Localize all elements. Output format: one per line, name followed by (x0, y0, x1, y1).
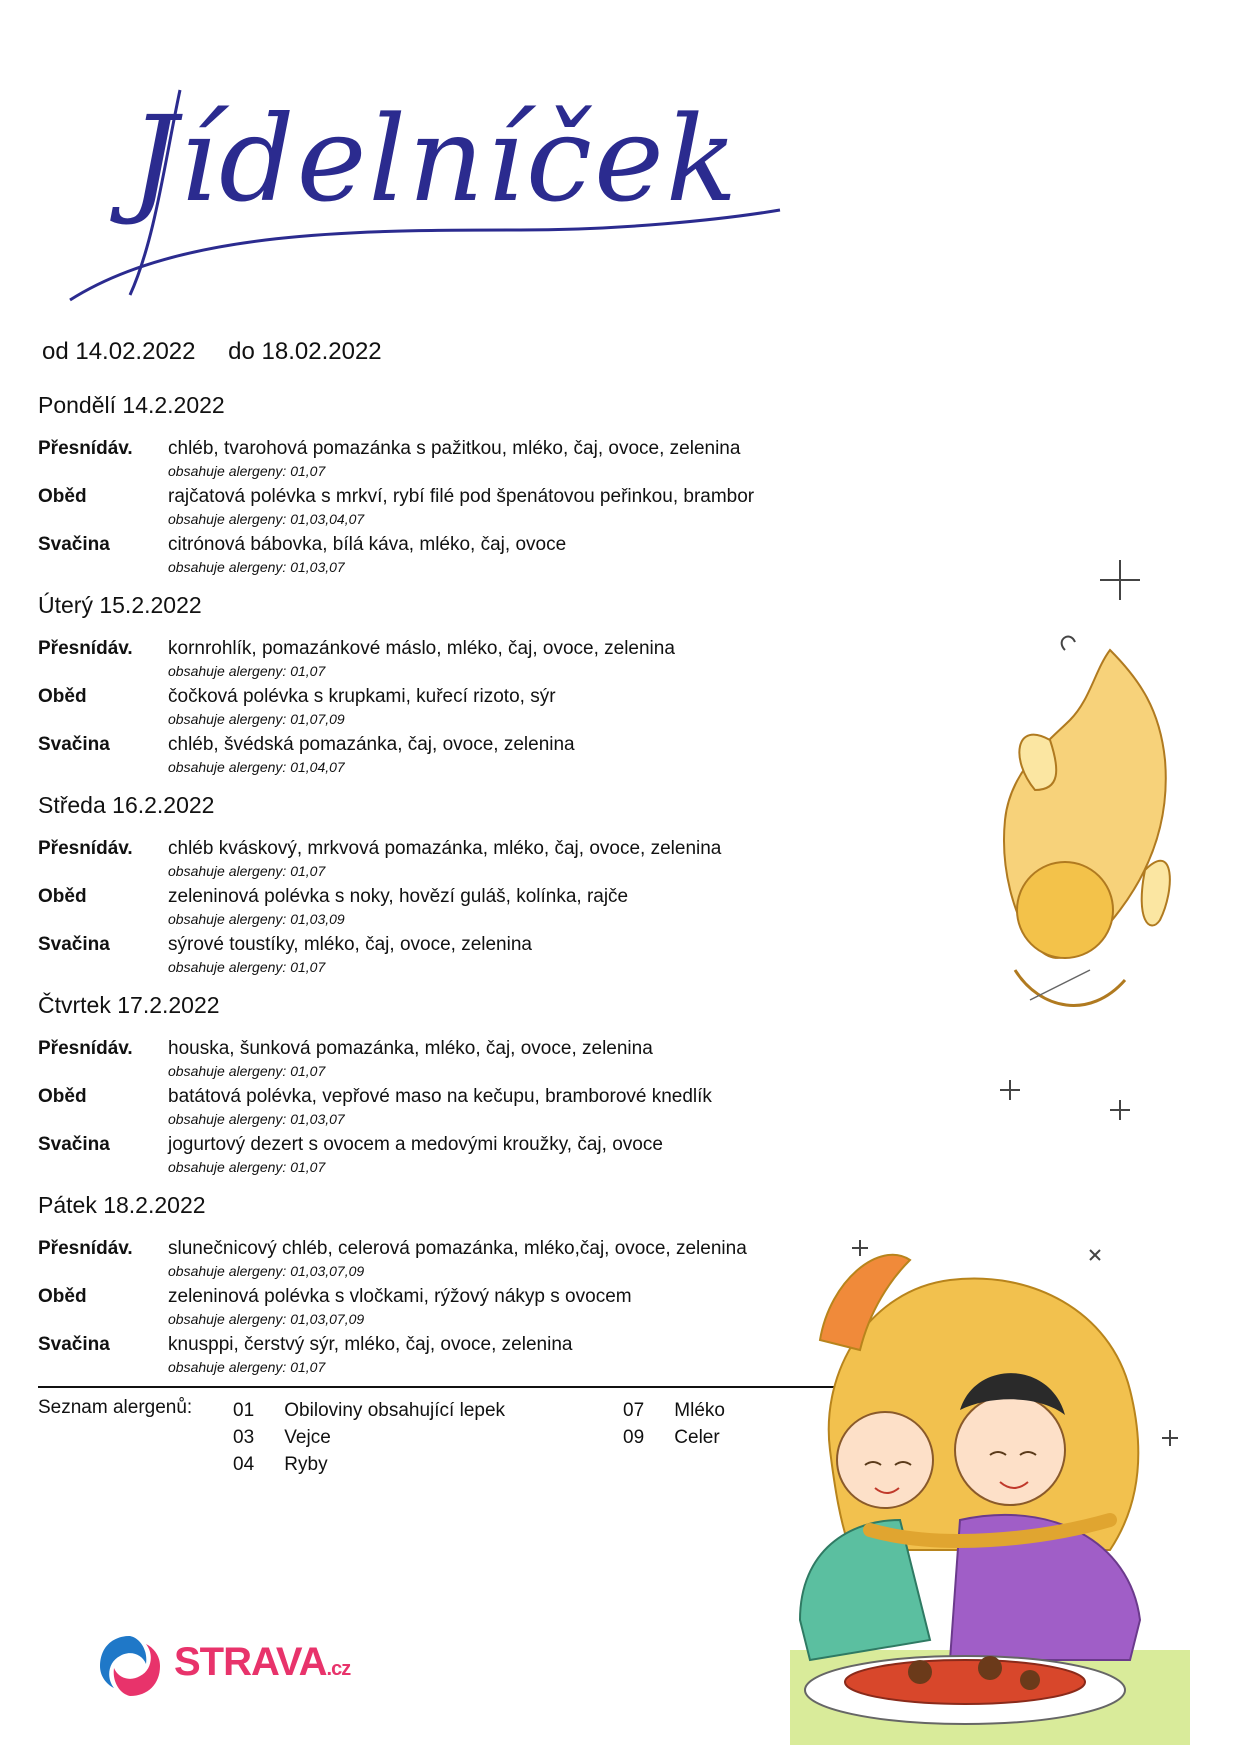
allergen-code: 07 (623, 1400, 645, 1421)
allergen-item (623, 1424, 725, 1451)
day-section (38, 790, 878, 982)
day-title: Čtvrtek 17.2.2022 (38, 992, 220, 1018)
meal-allergens: obsahuje alergeny: 01,07 (168, 1063, 326, 1079)
meal-row (38, 1286, 878, 1334)
day-section (38, 390, 878, 582)
meal-allergens: obsahuje alergeny: 01,07 (168, 863, 326, 879)
meal-description: zeleninová polévka s noky, hovězí guláš, kolínka, rajče (168, 886, 629, 907)
allergen-code: 01 (233, 1400, 255, 1421)
menu-period (42, 338, 408, 366)
day-section (38, 990, 878, 1182)
meal-label: Přesnídáv. (38, 838, 133, 859)
meal-label: Oběd (38, 486, 87, 507)
meal-row (38, 1334, 878, 1382)
allergen-name: Celer (674, 1427, 720, 1448)
allergen-item (233, 1397, 505, 1424)
allergen-item (623, 1397, 725, 1424)
meal-description: kornrohlík, pomazánkové máslo, mléko, čaj, ovoce, zelenina (168, 638, 675, 659)
allergen-code: 03 (233, 1427, 255, 1448)
meal-allergens: obsahuje alergeny: 01,03,09 (168, 911, 345, 927)
period-from: od 14.02.2022 (42, 338, 196, 365)
meal-row (38, 838, 878, 886)
day-title: Pátek 18.2.2022 (38, 1192, 206, 1218)
strava-logo-text: STRAVA.cz (174, 1640, 351, 1684)
meal-label: Svačina (38, 534, 110, 555)
day-section (38, 1190, 878, 1382)
meal-description: jogurtový dezert s ovocem a medovými kroužky, čaj, ovoce (168, 1134, 663, 1155)
meal-row (38, 638, 878, 686)
meal-row (38, 486, 878, 534)
meal-label: Oběd (38, 1086, 87, 1107)
meal-description: chléb kváskový, mrkvová pomazánka, mléko, čaj, ovoce, zelenina (168, 838, 722, 859)
meal-label: Přesnídáv. (38, 1238, 133, 1259)
allergen-name: Ryby (284, 1454, 328, 1475)
strava-logo (94, 1626, 351, 1706)
meal-allergens: obsahuje alergeny: 01,07 (168, 463, 326, 479)
meal-description: batátová polévka, vepřové maso na kečupu, bramborové knedlík (168, 1086, 712, 1107)
meal-row (38, 1038, 878, 1086)
meal-allergens: obsahuje alergeny: 01,07 (168, 1359, 326, 1375)
day-title: Středa 16.2.2022 (38, 792, 215, 818)
allergen-code: 04 (233, 1454, 255, 1475)
meal-allergens: obsahuje alergeny: 01,03,07,09 (168, 1263, 365, 1279)
meal-row (38, 1134, 878, 1182)
meal-allergens: obsahuje alergeny: 01,07 (168, 663, 326, 679)
meal-row (38, 934, 878, 982)
meal-allergens: obsahuje alergeny: 01,03,07,09 (168, 1311, 365, 1327)
meal-allergens: obsahuje alergeny: 01,07 (168, 1159, 326, 1175)
meal-label: Oběd (38, 686, 87, 707)
meal-description: citrónová bábovka, bílá káva, mléko, čaj, ovoce (168, 534, 567, 555)
meal-label: Svačina (38, 1134, 110, 1155)
day-title: Úterý 15.2.2022 (38, 592, 202, 618)
meal-allergens: obsahuje alergeny: 01,07,09 (168, 711, 345, 727)
cupid-illustration (990, 540, 1180, 1120)
meal-label: Svačina (38, 934, 110, 955)
allergen-item (233, 1424, 505, 1451)
allergen-item (233, 1451, 505, 1478)
meal-label: Svačina (38, 734, 110, 755)
meal-description: sýrové toustíky, mléko, čaj, ovoce, zelenina (168, 934, 532, 955)
meal-allergens: obsahuje alergeny: 01,04,07 (168, 759, 345, 775)
allergen-name: Obiloviny obsahující lepek (284, 1400, 506, 1421)
meal-row (38, 1086, 878, 1134)
strava-logo-icon (94, 1630, 166, 1702)
allergen-name: Mléko (674, 1400, 725, 1421)
meal-allergens: obsahuje alergeny: 01,03,04,07 (168, 511, 365, 527)
day-title: Pondělí 14.2.2022 (38, 392, 225, 418)
title-block (60, 80, 800, 320)
meal-row (38, 534, 878, 582)
meal-row (38, 886, 878, 934)
meal-allergens: obsahuje alergeny: 01,03,07 (168, 559, 345, 575)
meal-label: Přesnídáv. (38, 638, 133, 659)
meal-description: knusppi, čerstvý sýr, mléko, čaj, ovoce, zelenina (168, 1334, 573, 1355)
day-section (38, 590, 878, 782)
meal-allergens: obsahuje alergeny: 01,07 (168, 959, 326, 975)
meal-label: Svačina (38, 1334, 110, 1355)
meal-label: Oběd (38, 1286, 87, 1307)
meal-label: Přesnídáv. (38, 1038, 133, 1059)
meal-row (38, 438, 878, 486)
allergen-code: 09 (623, 1427, 645, 1448)
meal-row (38, 686, 878, 734)
meal-description: slunečnicový chléb, celerová pomazánka, mléko,čaj, ovoce, zelenina (168, 1238, 747, 1259)
period-to: do 18.02.2022 (228, 338, 382, 365)
meal-label: Přesnídáv. (38, 438, 133, 459)
meal-description: chléb, tvarohová pomazánka s pažitkou, mléko, čaj, ovoce, zelenina (168, 438, 741, 459)
meal-label: Oběd (38, 886, 87, 907)
meal-description: rajčatová polévka s mrkví, rybí filé pod špenátovou peřinkou, brambor (168, 486, 755, 507)
meal-description: houska, šunková pomazánka, mléko, čaj, ovoce, zelenina (168, 1038, 653, 1059)
meal-row (38, 1238, 878, 1286)
meal-description: čočková polévka s krupkami, kuřecí rizoto, sýr (168, 686, 556, 707)
meal-row (38, 734, 878, 782)
allergen-list-col1 (233, 1397, 505, 1478)
meal-description: chléb, švédská pomazánka, čaj, ovoce, zelenina (168, 734, 575, 755)
children-spaghetti-illustration (790, 1220, 1190, 1745)
page-title: Jídelníček (130, 90, 740, 228)
meal-description: zeleninová polévka s vločkami, rýžový nákyp s ovocem (168, 1286, 632, 1307)
allergen-list-col2 (623, 1397, 725, 1451)
meal-allergens: obsahuje alergeny: 01,03,07 (168, 1111, 345, 1127)
allergen-name: Vejce (284, 1427, 331, 1448)
weekly-menu (38, 390, 878, 1390)
allergen-list-heading: Seznam alergenů: (38, 1397, 193, 1418)
